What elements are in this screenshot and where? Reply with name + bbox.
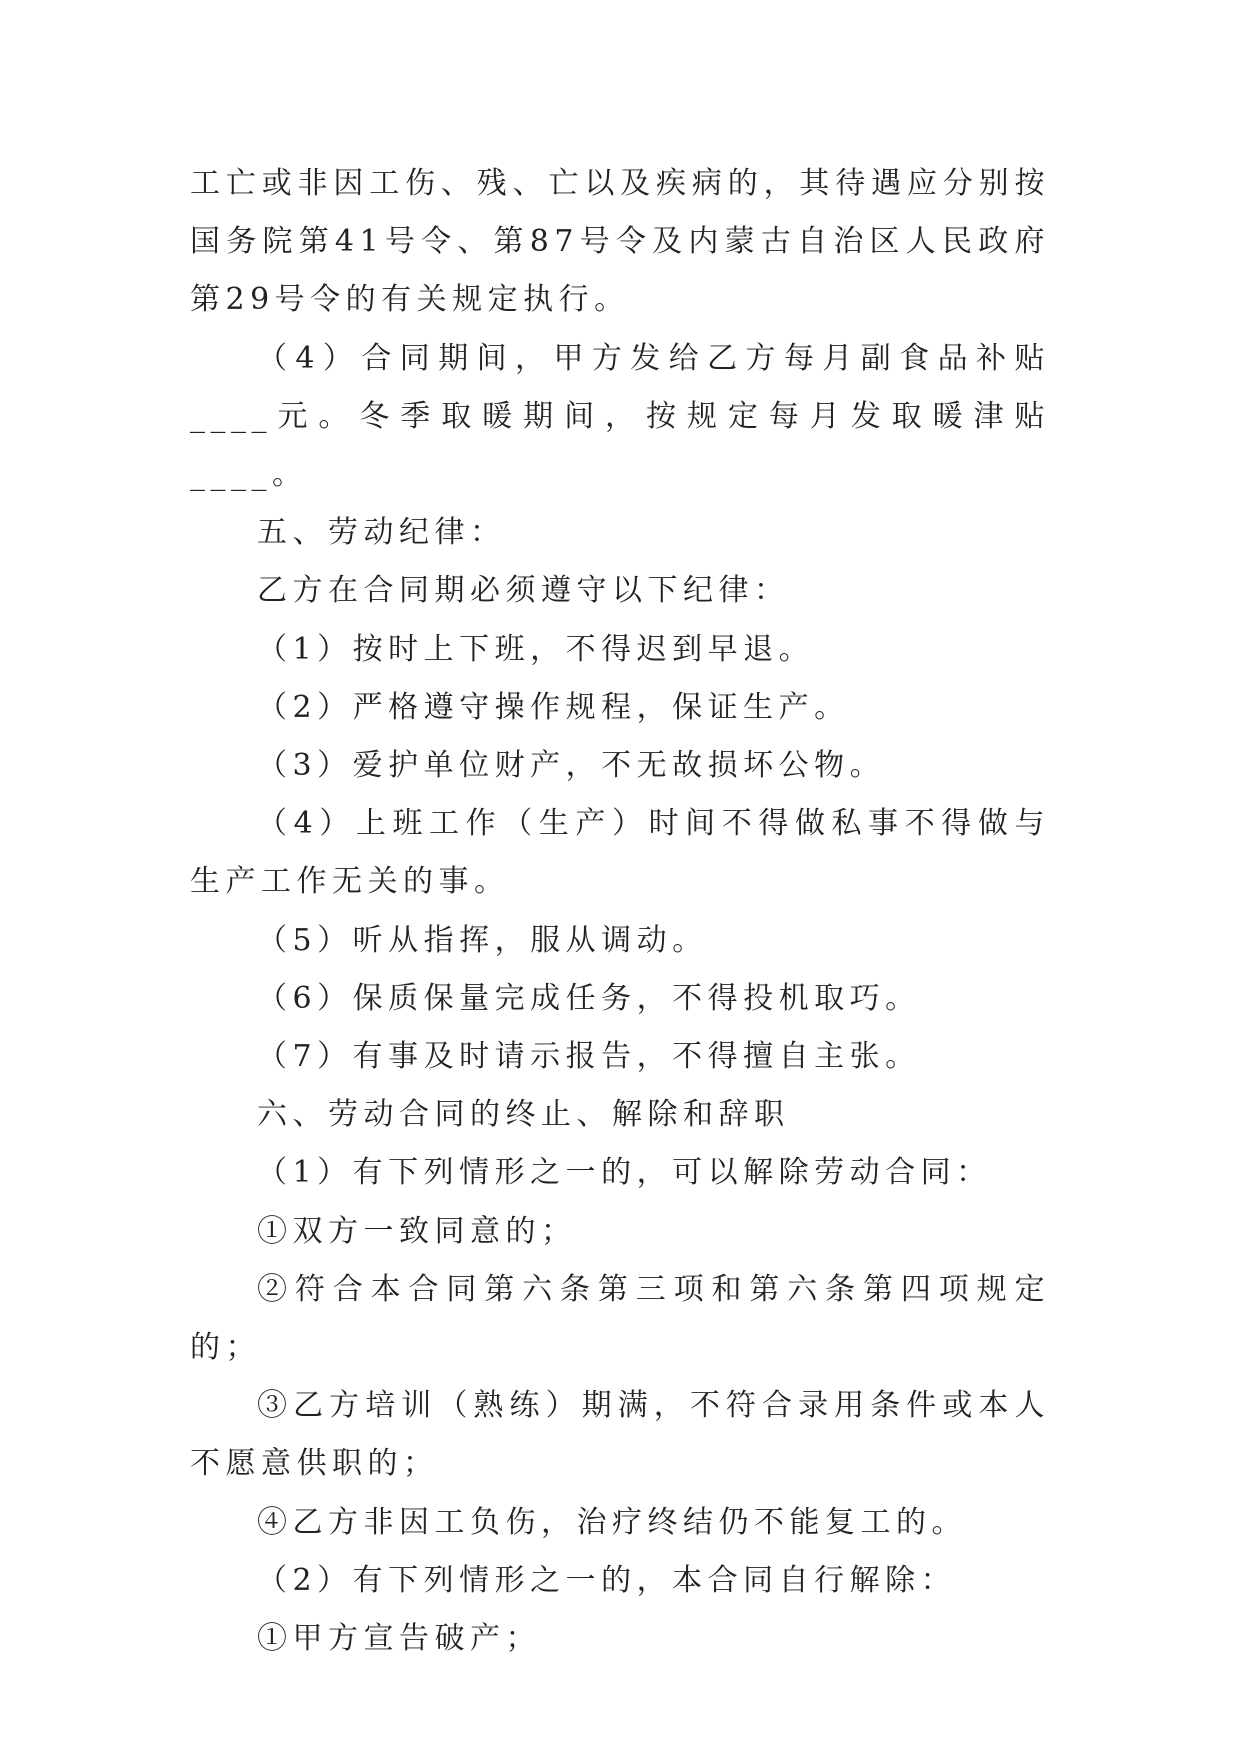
paragraph-work-injury-treatment: 工亡或非因工伤、残、亡以及疾病的，其待遇应分别按国务院第41号令、第87号令及内蒙古自治区人民政府第29号令的有关规定执行。 <box>190 166 1050 318</box>
section-heading-contract-termination: 六、劳动合同的终止、解除和辞职 <box>257 1097 790 1133</box>
document-body <box>190 155 1050 1668</box>
list-item-discipline-4: （4）上班工作（生产）时间不得做私事不得做与生产工作无关的事。 <box>190 806 1050 900</box>
sub-item-termination-1-4: ④乙方非因工负伤，治疗终结仍不能复工的。 <box>257 1504 967 1540</box>
sub-item-termination-2-1: ①甲方宣告破产； <box>257 1621 541 1657</box>
list-item-discipline-2: （2）严格遵守操作规程，保证生产。 <box>257 689 850 725</box>
paragraph-food-subsidy: （4）合同期间，甲方发给乙方每月副食品补贴____元。冬季取暖期间，按规定每月发取暖津贴____。 <box>190 340 1050 493</box>
list-item-termination-2: （2）有下列情形之一的，本合同自行解除： <box>257 1562 957 1598</box>
list-item-discipline-1: （1）按时上下班，不得迟到早退。 <box>257 631 815 667</box>
list-item-discipline-7: （7）有事及时请示报告，不得擅自主张。 <box>257 1039 921 1075</box>
list-item-discipline-3: （3）爱护单位财产，不无故损坏公物。 <box>257 748 886 784</box>
list-item-discipline-6: （6）保质保量完成任务，不得投机取巧。 <box>257 980 921 1016</box>
section-heading-labor-discipline: 五、劳动纪律： <box>257 515 506 551</box>
sub-item-termination-1-2: ②符合本合同第六条第三项和第六条第四项规定的； <box>190 1271 1050 1366</box>
sub-item-termination-1-1: ①双方一致同意的； <box>257 1213 577 1249</box>
paragraph-discipline-intro: 乙方在合同期必须遵守以下纪律： <box>257 573 790 609</box>
sub-item-termination-1-3: ③乙方培训（熟练）期满，不符合录用条件或本人不愿意供职的； <box>190 1388 1050 1482</box>
list-item-termination-1: （1）有下列情形之一的，可以解除劳动合同： <box>257 1155 992 1191</box>
list-item-discipline-5: （5）听从指挥，服从调动。 <box>257 922 708 958</box>
